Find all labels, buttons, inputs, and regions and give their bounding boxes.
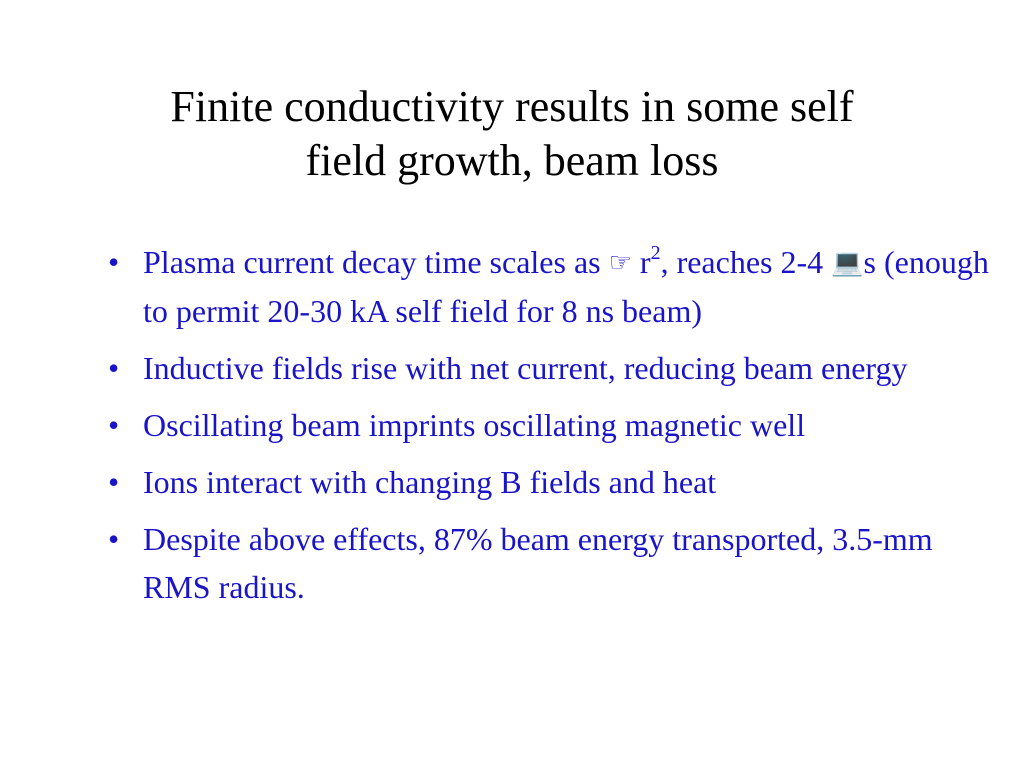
bullet-item	[100, 458, 1000, 506]
pointing-hand-icon: ☞	[608, 248, 632, 278]
bullet-text-part: s (enough to permit 20-30 kA self field for 8 ns beam)	[143, 244, 989, 329]
computer-icon: 💻	[831, 248, 864, 278]
slide-title	[60, 80, 964, 188]
bullet-item	[100, 238, 1000, 335]
superscript: 2	[650, 242, 661, 264]
bullet-dot: •	[108, 350, 120, 386]
bullet-item	[100, 344, 1000, 392]
title-line-2: field growth, beam loss	[305, 136, 719, 185]
bullet-list	[100, 238, 1000, 620]
bullet-dot: •	[108, 244, 120, 280]
bullet-text-part: Plasma current decay time scales as	[143, 244, 609, 280]
bullet-dot: •	[108, 407, 120, 443]
bullet-item	[100, 401, 1000, 449]
bullet-text: Oscillating beam imprints oscillating magnetic well	[143, 407, 806, 443]
title-line-1: Finite conductivity results in some self	[170, 82, 854, 131]
bullet-dot: •	[108, 464, 120, 500]
bullet-dot: •	[108, 521, 120, 557]
bullet-text: Despite above effects, 87% beam energy transported, 3.5-mm RMS radius.	[143, 521, 933, 605]
bullet-item	[100, 515, 1000, 611]
bullet-text-part: r	[631, 244, 651, 280]
bullet-text-part: , reaches 2-4	[660, 244, 832, 280]
bullet-text: Inductive fields rise with net current, reducing beam energy	[143, 350, 908, 386]
bullet-text: Ions interact with changing B fields and heat	[143, 464, 717, 500]
